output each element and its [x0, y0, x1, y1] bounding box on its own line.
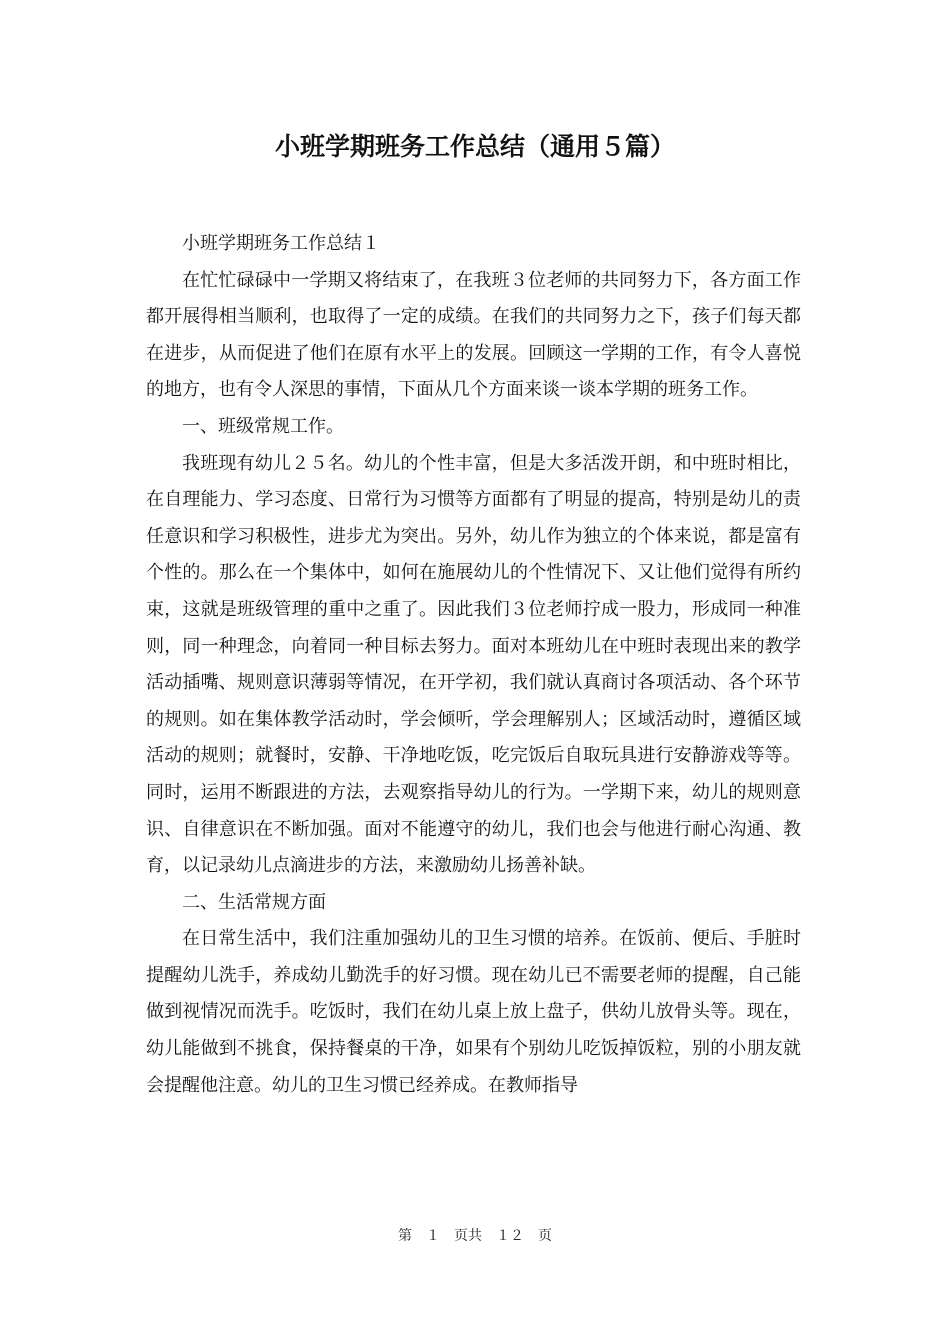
document-title: 小班学期班务工作总结（通用５篇）	[274, 132, 675, 161]
page-footer: 第 １ 页共 １２ 页	[398, 1228, 552, 1244]
section-heading-1: 小班学期班务工作总结１	[182, 233, 380, 254]
document-body	[146, 226, 801, 1104]
paragraph-life-routine: 在日常生活中，我们注重加强幼儿的卫生习惯的培养。在饭前、便后、手脏时提醒幼儿洗手，养成幼儿勤洗手的好习惯。现在幼儿已不需要老师的提醒，自己能做到视情况而洗手。吃饭时，我们在幼儿桌上放上盘子，供幼儿放骨头等。现在，幼儿能做到不挑食，保持餐桌的干净，如果有个别幼儿吃饭掉饭粒，别的小朋友就会提醒他注意。幼儿的卫生习惯已经养成。在教师指导	[146, 928, 801, 1096]
section-heading-life-routine: 二、生活常规方面	[182, 891, 326, 913]
section-heading-class-routine: 一、班级常规工作。	[182, 415, 344, 437]
paragraph-intro: 在忙忙碌碌中一学期又将结束了，在我班３位老师的共同努力下，各方面工作都开展得相当顺利，也取得了一定的成绩。在我们的共同努力之下，孩子们每天都在进步，从而促进了他们在原有水平上的发展。回顾这一学期的工作，有令人喜悦的地方，也有令人深思的事情，下面从几个方面来谈一谈本学期的班务工作。	[146, 269, 801, 401]
paragraph-class-routine: 我班现有幼儿２５名。幼儿的个性丰富，但是大多活泼开朗，和中班时相比，在自理能力、学习态度、日常行为习惯等方面都有了明显的提高，特别是幼儿的责任意识和学习积极性，进步尤为突出。另外，幼儿作为独立的个体来说，都是富有个性的。那么在一个集体中，如何在施展幼儿的个性情况下、又让他们觉得有所约束，这就是班级管理的重中之重了。因此我们３位老师拧成一股力，形成同一种准则，同一种理念，向着同一种目标去努力。面对本班幼儿在中班时表现出来的教学活动插嘴、规则意识薄弱等情况，在开学初，我们就认真商讨各项活动、各个环节的规则。如在集体教学活动时，学会倾听，学会理解别人；区域活动时，遵循区域活动的规则；就餐时，安静、干净地吃饭，吃完饭后自取玩具进行安静游戏等等。同时，运用不断跟进的方法，去观察指导幼儿的行为。一学期下来，幼儿的规则意识、自律意识在不断加强。面对不能遵守的幼儿，我们也会与他进行耐心沟通、教育，以记录幼儿点滴进步的方法，来激励幼儿扬善补缺。	[146, 452, 801, 877]
